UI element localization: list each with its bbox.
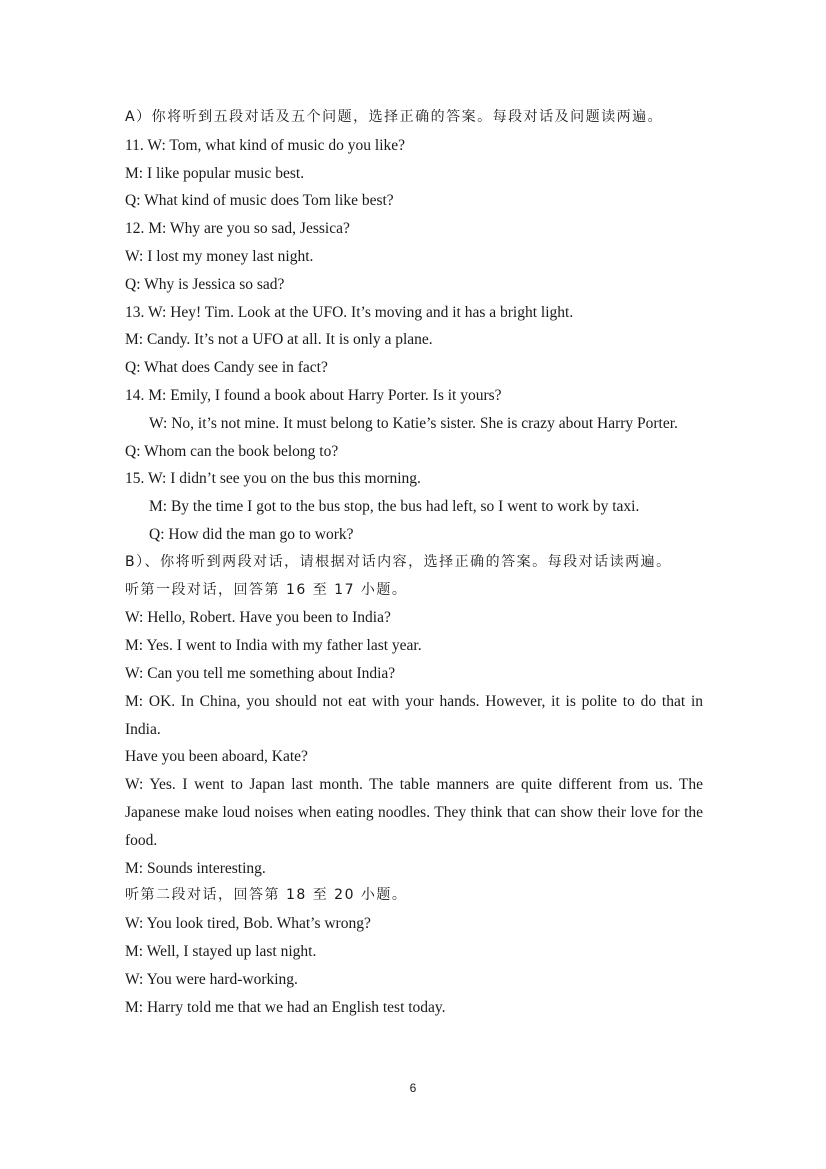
dialogue-line: W: Yes. I went to Japan last month. The table manners are quite different from us. The Japanese make loud noises when eating noodles. They think that can show their love for the food. [125,776,703,849]
dialogue-line: M: I like popular music best. [125,164,305,182]
dialogue-line: 12. M: Why are you so sad, Jessica? [125,220,350,238]
dialogue-line: M: By the time I got to the bus stop, the bus had left, so I went to work by taxi. [149,498,640,516]
dialogue-line: Q: Whom can the book belong to? [125,442,339,460]
section-b-heading: B）、你将听到两段对话，请根据对话内容，选择正确的答案。每段对话读两遍。 [125,553,672,570]
document-body [125,104,703,1021]
dialogue-line: M: Candy. It’s not a UFO at all. It is only a plane. [125,331,433,349]
dialogue-line: W: No, it’s not mine. It must belong to Katie’s sister. She is crazy about Harry Porter. [149,414,678,432]
dialogue-line: W: Can you tell me something about India? [125,664,396,682]
dialogue-2-intro: 听第二段对话，回答第 18 至 20 小题。 [125,887,408,904]
dialogue-line: Q: What does Candy see in fact? [125,359,328,377]
dialogue-line: Q: What kind of music does Tom like best? [125,192,394,210]
dialogue-line: 15. W: I didn’t see you on the bus this morning. [125,470,421,488]
dialogue-line: 13. W: Hey! Tim. Look at the UFO. It’s moving and it has a bright light. [125,303,574,321]
dialogue-line: M: Sounds interesting. [125,859,266,877]
dialogue-line: M: Yes. I went to India with my father last year. [125,637,422,655]
dialogue-line: Q: Why is Jessica so sad? [125,275,285,293]
dialogue-line: 14. M: Emily, I found a book about Harry Porter. Is it yours? [125,386,502,404]
dialogue-line: Q: How did the man go to work? [149,525,354,543]
dialogue-1-intro: 听第一段对话，回答第 16 至 17 小题。 [125,581,408,598]
dialogue-line: 11. W: Tom, what kind of music do you like? [125,136,406,154]
dialogue-line: W: I lost my money last night. [125,247,314,265]
page-number: 6 [409,1081,417,1095]
dialogue-line: W: You look tired, Bob. What’s wrong? [125,915,371,933]
dialogue-line: W: Hello, Robert. Have you been to India? [125,609,391,627]
section-a-heading: A）你将听到五段对话及五个问题，选择正确的答案。每段对话及问题读两遍。 [125,109,664,125]
dialogue-line: M: Harry told me that we had an English test today. [125,998,446,1016]
dialogue-line: Have you been aboard, Kate? [125,748,308,766]
dialogue-line: M: Well, I stayed up last night. [125,942,317,960]
dialogue-line: W: You were hard-working. [125,970,298,988]
dialogue-line: M: OK. In China, you should not eat with your hands. However, it is polite to do that in India. [125,692,703,738]
